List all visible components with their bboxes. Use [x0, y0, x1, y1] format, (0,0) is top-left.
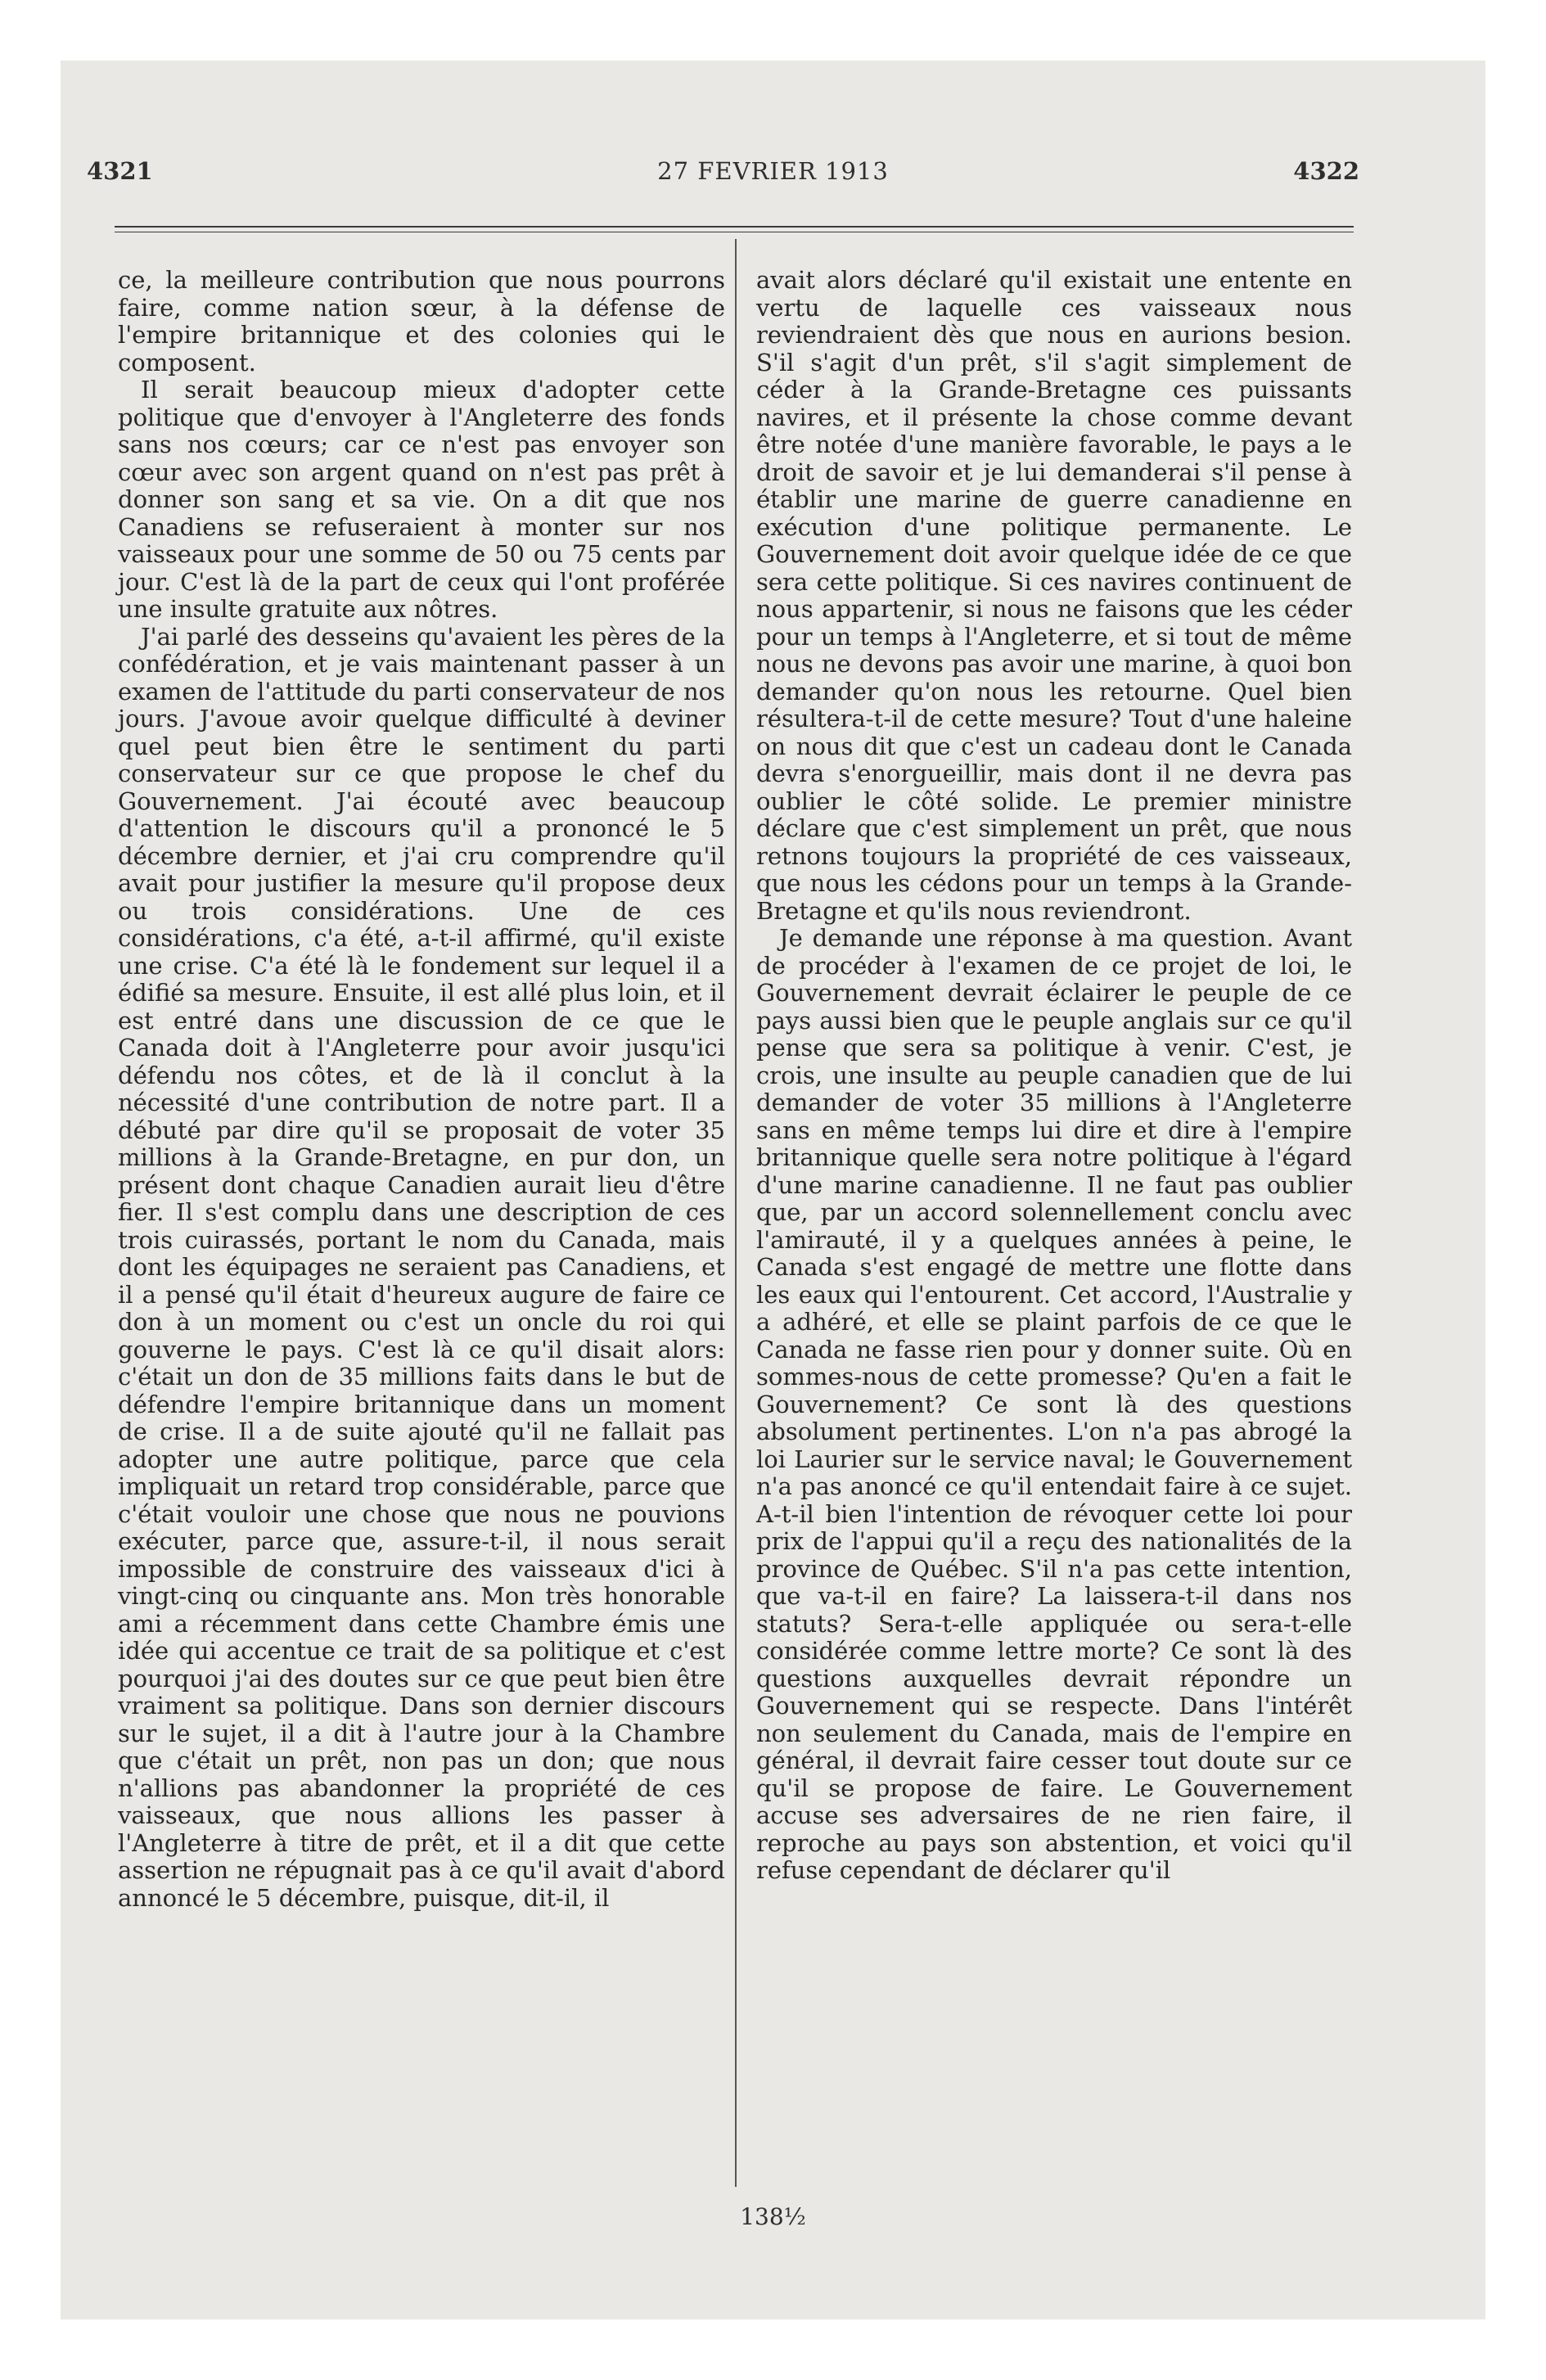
page-number-right: 4322 [1293, 157, 1359, 185]
left-column [118, 267, 725, 1912]
page-number-left: 4321 [87, 157, 153, 185]
header-rule [115, 226, 1354, 228]
right-paragraph-1: avait alors déclaré qu'il existait une entente en vertu de laquelle ces vaisseaux nous reviendraient dès que nous en aurions besion. S'il s'agit d'un prêt, s'il s'agit simplement de céder à la Grande-Bretagne ces puissants navires, et il présente la chose comme devant être notée d'une manière favorable, le pays a le droit de savoir et je lui demanderai s'il pense à établir une marine de guerre canadienne en exécution d'une politique permanente. Le Gouvernement doit avoir quelque idée de ce que sera cette politique. Si ces navires continuent de nous appartenir, si nous ne faisons que les céder pour un temps à l'Angleterre, et si tout de même nous ne devons pas avoir une marine, à quoi bon demander qu'on nous les retourne. Quel bien résultera-t-il de cette mesure? Tout d'une haleine on nous dit que c'est un cadeau dont le Canada devra s'enorgueillir, mais dont il ne devra pas oublier le côté solide. Le premier ministre déclare que c'est simplement un prêt, que nous retnons toujours la propriété de ces vaisseaux, que nous les cédons pour un temps à la Grande-Bretagne et qu'ils nous reviendront. [756, 266, 1352, 925]
page-header [0, 157, 1546, 193]
left-paragraph-1: ce, la meilleure contribution que nous pourrons faire, comme nation sœur, à la défense de l'empire britannique et des colonies qui le composent. [118, 266, 725, 376]
page-folio: 138½ [740, 2203, 806, 2230]
right-paragraph-2: Je demande une réponse à ma question. Avant de procéder à l'examen de ce projet de loi, le Gouvernement devrait éclairer le peuple de ce pays aussi bien que le peuple anglais sur ce qu'il pense que sera sa politique à venir. C'est, je crois, une insulte au peuple canadien que de lui demander de voter 35 millions à l'Angleterre sans en même temps lui dire et dire à l'empire britannique quelle sera notre politique à l'égard d'une marine canadienne. Il ne faut pas oublier que, par un accord solennellement conclu avec l'amirauté, il y a quelques années à peine, le Canada s'est engagé de mettre une flotte dans les eaux qui l'entourent. Cet accord, l'Australie y a adhéré, et elle se plaint parfois de ce que le Canada ne fasse rien pour y donner suite. Où en sommes-nous de cette promesse? Qu'en a fait le Gouvernement? Ce sont là des questions absolument pertinentes. L'on n'a pas abrogé la loi Laurier sur le service naval; le Gouvernement n'a pas anoncé ce qu'il entendait faire à ce sujet. A-t-il bien l'intention de révoquer cette loi pour prix de l'appui qu'il a reçu des nationalités de la province de Québec. S'il n'a pas cette intention, que va-t-il en faire? La laissera-t-il dans nos statuts? Sera-t-elle appliquée ou sera-t-elle considérée comme lettre morte? Ce sont là des questions auxquelles devrait répondre un Gouvernement qui se respecte. Dans l'intérêt non seulement du Canada, mais de l'empire en général, il devrait faire cesser tout doute sur ce qu'il se propose de faire. Le Gouvernement accuse ses adversaires de ne rien faire, il reproche au pays son abstention, et voici qu'il refuse cependant de déclarer qu'il [756, 924, 1352, 1884]
right-column [756, 267, 1352, 1885]
page-date: 27 FEVRIER 1913 [657, 157, 889, 185]
column-divider [735, 239, 737, 2187]
left-paragraph-2: Il serait beaucoup mieux d'adopter cette politique que d'envoyer à l'Angleterre des fonds sans nos cœurs; car ce n'est pas envoyer son cœur avec son argent quand on n'est pas prêt à donner son sang et sa vie. On a dit que nos Canadiens se refuseraient à monter sur nos vaisseaux pour une somme de 50 ou 75 cents par jour. C'est là de la part de ceux qui l'ont proférée une insulte gratuite aux nôtres. [118, 376, 725, 623]
left-paragraph-3: J'ai parlé des desseins qu'avaient les pères de la confédération, et je vais maintenant passer à un examen de l'attitude du parti conservateur de nos jours. J'avoue avoir quelque difficulté à deviner quel peut bien être le sentiment du parti conservateur sur ce que propose le chef du Gouvernement. J'ai écouté avec beaucoup d'attention le discours qu'il a prononcé le 5 décembre dernier, et j'ai cru comprendre qu'il avait pour justifier la mesure qu'il propose deux ou trois considérations. Une de ces considérations, c'a été, a-t-il affirmé, qu'il existe une crise. C'a été là le fondement sur lequel il a édifié sa mesure. Ensuite, il est allé plus loin, et il est entré dans une discussion de ce que le Canada doit à l'Angleterre pour avoir jusqu'ici défendu nos côtes, et de là il conclut à la nécessité d'une contribution de notre part. Il a débuté par dire qu'il se proposait de voter 35 millions à la Grande-Bretagne, en pur don, un présent dont chaque Canadien aurait lieu d'être fier. Il s'est complu dans une description de ces trois cuirassés, portant le nom du Canada, mais dont les équipages ne seraient pas Canadiens, et il a pensé qu'il était d'heureux augure de faire ce don à un moment ou c'est un oncle du roi qui gouverne le pays. C'est là ce qu'il disait alors: c'était un don de 35 millions faits dans le but de défendre l'empire britannique dans un moment de crise. Il a de suite ajouté qu'il ne fallait pas adopter une autre politique, parce que cela impliquait un retard trop considérable, parce que c'était vouloir une chose que nous ne pouvions exécuter, parce que, assure-t-il, il nous serait impossible de construire des vaisseaux d'ici à vingt-cinq ou cinquante ans. Mon très honorable ami a récemment dans cette Chambre émis une idée qui accentue ce trait de sa politique et c'est pourquoi j'ai des doutes sur ce que peut bien être vraiment sa politique. Dans son dernier discours sur le sujet, il a dit à l'autre jour à la Chambre que c'était un prêt, non pas un don; que nous n'allions pas abandonner la propriété de ces vaisseaux, que nous allions les passer à l'Angleterre à titre de prêt, et il a dit que cette assertion ne répugnait pas à ce qu'il avait d'abord annoncé le 5 décembre, puisque, dit-il, il [118, 622, 725, 1912]
